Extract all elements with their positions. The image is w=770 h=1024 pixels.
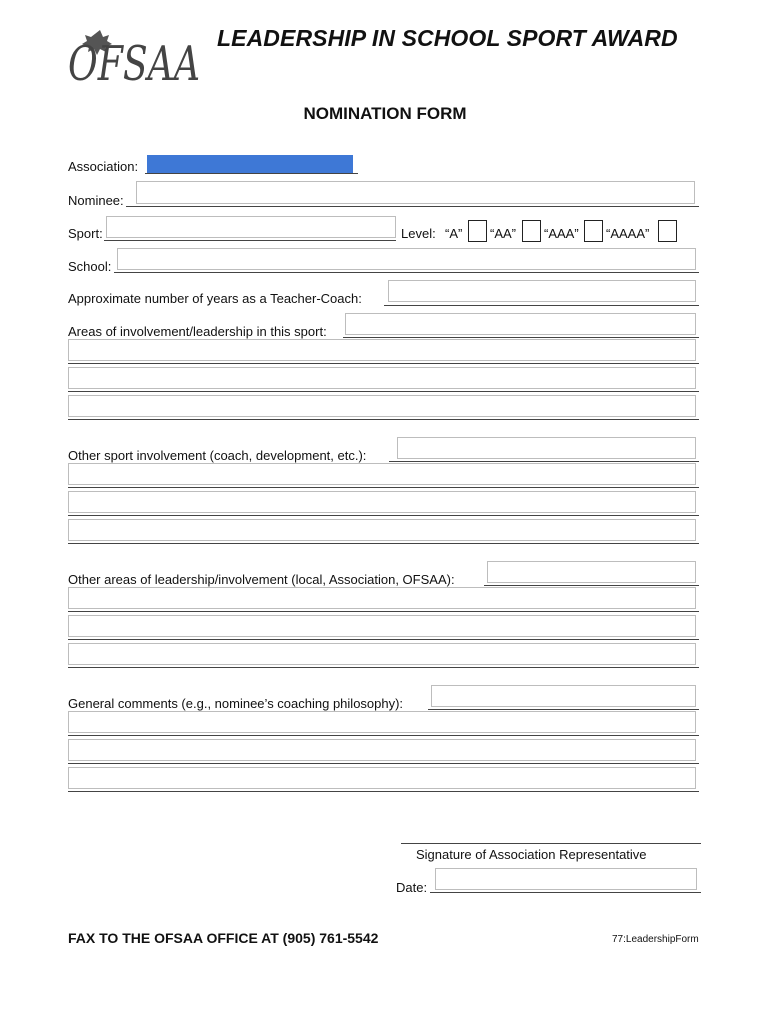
areas-field-4[interactable] <box>68 395 696 417</box>
areas-field-2[interactable] <box>68 339 696 361</box>
level-label: Level: <box>401 226 436 241</box>
level-option-aa-label: “AA” <box>490 226 516 241</box>
comments-field-3[interactable] <box>68 739 696 761</box>
logo-wordmark: OFSAA <box>68 36 200 92</box>
fax-instruction: FAX TO THE OFSAA OFFICE AT (905) 761-5542 <box>68 930 379 946</box>
nominee-field[interactable] <box>136 181 695 204</box>
comments-label: General comments (e.g., nominee’s coaching philosophy): <box>68 696 404 711</box>
level-option-aaa-label: “AAA” <box>544 226 579 241</box>
sport-label: Sport: <box>68 226 103 241</box>
date-field[interactable] <box>435 868 697 890</box>
signature-label: Signature of Association Representative <box>416 847 647 862</box>
other-sport-field-3[interactable] <box>68 491 696 513</box>
level-aaaa-checkbox[interactable] <box>658 220 677 242</box>
level-option-aaaa-label: “AAAA” <box>606 226 650 241</box>
level-option-a-label: “A” <box>445 226 463 241</box>
areas-field-1[interactable] <box>345 313 696 335</box>
other-sport-field-4[interactable] <box>68 519 696 541</box>
other-areas-label: Other areas of leadership/involvement (local, Association, OFSAA): <box>68 572 455 587</box>
comments-field-4[interactable] <box>68 767 696 789</box>
areas-field-3[interactable] <box>68 367 696 389</box>
level-a-checkbox[interactable] <box>468 220 487 242</box>
school-field[interactable] <box>117 248 696 270</box>
ofsaa-logo <box>66 24 204 90</box>
other-sport-label: Other sport involvement (coach, development, etc.): <box>68 448 367 463</box>
other-sport-field-2[interactable] <box>68 463 696 485</box>
years-label: Approximate number of years as a Teacher-Coach: <box>68 291 362 306</box>
comments-field-2[interactable] <box>68 711 696 733</box>
page-title: LEADERSHIP IN SCHOOL SPORT AWARD <box>217 25 678 51</box>
sport-field[interactable] <box>106 216 396 238</box>
association-field[interactable] <box>147 155 353 173</box>
school-label: School: <box>68 259 112 274</box>
comments-field-1[interactable] <box>431 685 696 707</box>
association-label: Association: <box>68 159 139 174</box>
other-areas-field-3[interactable] <box>68 615 696 637</box>
form-subtitle: NOMINATION FORM <box>303 104 467 123</box>
level-aa-checkbox[interactable] <box>522 220 541 242</box>
areas-label: Areas of involvement/leadership in this sport: <box>68 324 327 339</box>
form-code: 77:LeadershipForm <box>612 934 699 945</box>
other-areas-field-1[interactable] <box>487 561 696 583</box>
level-aaa-checkbox[interactable] <box>584 220 603 242</box>
date-label: Date: <box>396 880 428 895</box>
other-areas-field-2[interactable] <box>68 587 696 609</box>
years-field[interactable] <box>388 280 696 302</box>
signature-line[interactable] <box>401 843 701 844</box>
nominee-label: Nominee: <box>68 193 124 208</box>
other-areas-field-4[interactable] <box>68 643 696 665</box>
other-sport-field-1[interactable] <box>397 437 696 459</box>
